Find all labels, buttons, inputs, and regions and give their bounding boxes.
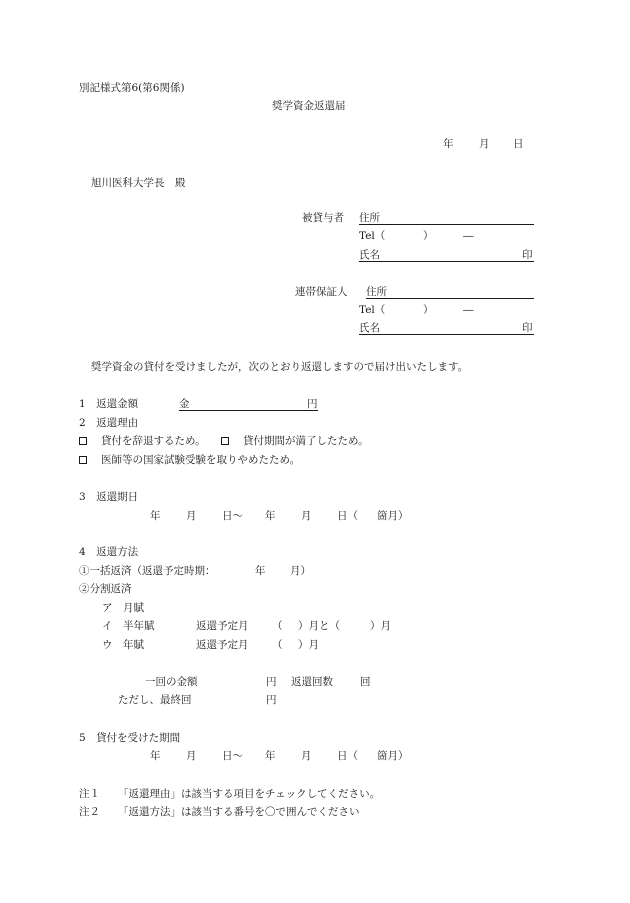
end-year-label: 年 <box>265 510 276 522</box>
semiannual-paren-open: （ <box>272 620 283 632</box>
lump-sum-option[interactable]: ①一括返済（返還予定時期： <box>79 565 216 577</box>
annual-plan-label: 返還予定月 <box>196 639 249 651</box>
amount-prefix: 金 <box>179 398 190 410</box>
payment-count-label: 返還回数 <box>291 676 333 688</box>
date-year-label: 年 <box>443 138 454 150</box>
borrower-role: 被貸与者 <box>302 212 344 224</box>
guarantor-seal: 印 <box>522 322 533 334</box>
monthly-option[interactable]: ア 月賦 <box>102 602 144 614</box>
start-day-label: 日〜 <box>222 510 243 522</box>
lump-sum-month-label: 月） <box>290 565 311 577</box>
loan-start-day-label: 日〜 <box>222 750 243 762</box>
per-payment-unit: 円 <box>266 676 277 688</box>
form-reference: 別記様式第6(第6関係) <box>79 82 185 94</box>
reason-checkbox-3[interactable] <box>79 456 87 464</box>
note-1-label: 注１ <box>79 788 100 800</box>
reason-option-3: 医師等の国家試験受験を取りやめたため。 <box>101 454 301 466</box>
guarantor-name-label: 氏名 <box>359 322 380 334</box>
reason-option-1: 貸付を辞退するため。 <box>101 435 206 447</box>
borrower-tel-dash: ― <box>463 230 474 242</box>
section5-label: 5 貸付を受けた期間 <box>79 732 181 744</box>
guarantor-address-label: 住所 <box>366 286 387 298</box>
start-year-label: 年 <box>150 510 161 522</box>
section1-label: 1 返還金額 <box>79 398 139 410</box>
intro-text: 奨学資金の貸付を受けましたが，次のとおり返還しますので届け出いたします。 <box>91 361 469 373</box>
section3-label: 3 返還期日 <box>79 491 139 503</box>
guarantor-name-line[interactable] <box>359 334 534 335</box>
amount-line[interactable] <box>179 410 318 411</box>
reason-checkbox-1[interactable] <box>79 437 87 445</box>
date-day-label: 日 <box>513 138 524 150</box>
loan-start-month-label: 月 <box>186 750 197 762</box>
reason-checkbox-2[interactable] <box>221 437 229 445</box>
loan-end-day-label: 日（ <box>337 750 358 762</box>
loan-start-year-label: 年 <box>150 750 161 762</box>
document-title: 奨学資金返還届 <box>272 100 346 112</box>
borrower-address-label: 住所 <box>359 212 380 224</box>
guarantor-tel-close: ） <box>423 304 434 316</box>
semiannual-and-label: ）月と（ <box>298 620 340 632</box>
guarantor-role: 連帯保証人 <box>295 286 348 298</box>
start-month-label: 月 <box>186 510 197 522</box>
annual-paren-open: （ <box>272 639 283 651</box>
guarantor-tel-dash: ― <box>463 304 474 316</box>
note-2-text: 「返還方法」は該当する番号を〇で囲んでください <box>118 806 360 818</box>
borrower-tel-close: ） <box>423 230 434 242</box>
final-payment-unit: 円 <box>266 694 277 706</box>
amount-unit: 円 <box>307 398 318 410</box>
semiannual-paren-close: ）月 <box>370 620 391 632</box>
borrower-address-line[interactable] <box>359 224 534 225</box>
annual-option[interactable]: ウ 年賦 <box>102 639 144 651</box>
guarantor-tel-label: Tel（ <box>359 304 386 316</box>
borrower-seal: 印 <box>522 249 533 261</box>
annual-paren-close: ）月 <box>298 639 319 651</box>
installment-option[interactable]: ②分割返済 <box>79 583 132 595</box>
note-2-label: 注２ <box>79 806 100 818</box>
semiannual-option[interactable]: イ 半年賦 <box>102 620 155 632</box>
addressee: 旭川医科大学長 殿 <box>91 177 186 189</box>
loan-month-count-label: 箇月） <box>377 750 409 762</box>
end-month-label: 月 <box>301 510 312 522</box>
borrower-name-label: 氏名 <box>359 249 380 261</box>
lump-sum-year-label: 年 <box>255 565 266 577</box>
month-count-label: 箇月） <box>377 510 409 522</box>
loan-end-month-label: 月 <box>301 750 312 762</box>
final-payment-label: ただし、最終回 <box>118 694 192 706</box>
borrower-name-line[interactable] <box>359 261 534 262</box>
payment-count-unit: 回 <box>360 676 371 688</box>
date-month-label: 月 <box>479 138 490 150</box>
reason-option-2: 貸付期間が満了したため。 <box>243 435 369 447</box>
borrower-tel-label: Tel（ <box>359 230 386 242</box>
section4-label: 4 返還方法 <box>79 546 139 558</box>
end-day-label: 日（ <box>337 510 358 522</box>
per-payment-label: 一回の金額 <box>145 676 198 688</box>
semiannual-plan-label: 返還予定月 <box>196 620 249 632</box>
guarantor-address-line[interactable] <box>366 298 534 299</box>
note-1-text: 「返還理由」は該当する項目をチェックしてください。 <box>118 788 381 800</box>
section2-label: 2 返還理由 <box>79 417 139 429</box>
loan-end-year-label: 年 <box>265 750 276 762</box>
